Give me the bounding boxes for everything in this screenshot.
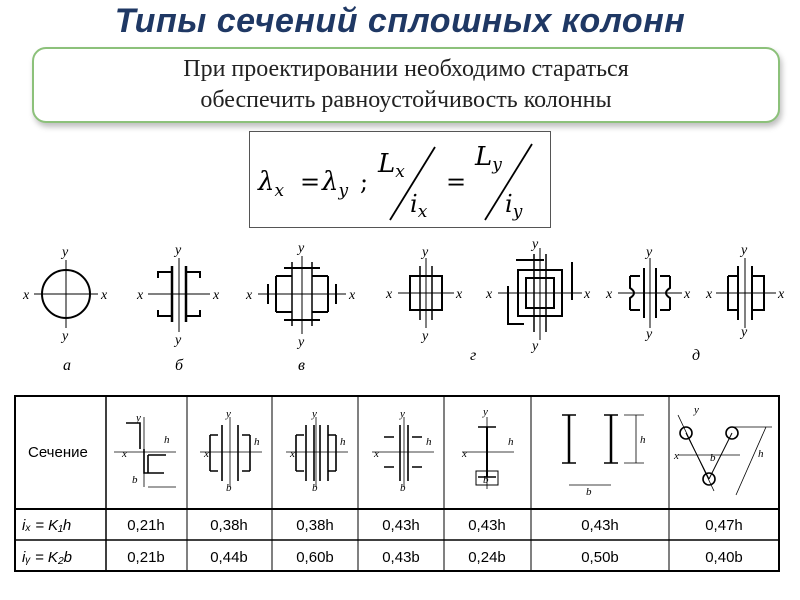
table-section-two-channels [200, 417, 262, 487]
section-g-box-large [498, 248, 582, 340]
svg-text:h: h [640, 434, 646, 446]
caption-b: б [175, 357, 184, 374]
svg-text:x: x [778, 287, 785, 302]
semicolon: ; [360, 168, 369, 196]
svg-text:x: x [290, 448, 295, 460]
iy-value-3: 0,60b [296, 549, 334, 566]
svg-text:x: x [137, 288, 144, 303]
svg-text:h: h [340, 436, 346, 448]
slenderness-formula [249, 131, 551, 228]
iy-value-5: 0,24b [468, 549, 506, 566]
table-section-cross [372, 417, 434, 487]
svg-text:y: y [136, 412, 141, 424]
i-y: $i_y$ [505, 190, 523, 222]
ix-value-7: 0,47h [705, 517, 743, 534]
svg-text:y: y [422, 329, 429, 344]
design-note-box [32, 47, 780, 123]
svg-text:x: x [101, 288, 108, 303]
svg-text:b: b [586, 486, 592, 498]
svg-text:y: y [532, 339, 539, 354]
table-section-channels-plates [286, 417, 348, 487]
svg-text:x: x [122, 448, 127, 460]
caption-d: д [692, 347, 701, 364]
section-d-box [716, 258, 776, 328]
svg-text:y: y [694, 404, 699, 416]
caption-g: г [470, 347, 477, 364]
radius-of-gyration-table [14, 395, 780, 572]
svg-text:y: y [741, 325, 748, 340]
ix-value-1: 0,21h [127, 517, 165, 534]
svg-text:x: x [213, 288, 220, 303]
svg-text:y: y [422, 245, 429, 260]
svg-text:x: x [23, 288, 30, 303]
svg-text:x: x [706, 287, 713, 302]
ix-value-5: 0,43h [468, 517, 506, 534]
equals-sign-2: = [446, 168, 467, 196]
iy-value-4: 0,43b [382, 549, 420, 566]
L-x: Lx [378, 149, 405, 182]
svg-text:x: x [349, 288, 356, 303]
svg-text:x: x [456, 287, 463, 302]
svg-text:h: h [254, 436, 260, 448]
caption-a: а [63, 357, 71, 374]
svg-text:y: y [483, 406, 488, 418]
formula-row-ix-label: iₓ = K₁h [22, 517, 72, 534]
svg-text:x: x [606, 287, 613, 302]
svg-text:y: y [62, 329, 69, 344]
equals-sign-1: = [300, 168, 321, 196]
svg-text:x: x [684, 287, 691, 302]
svg-text:x: x [462, 448, 467, 460]
svg-text:h: h [164, 434, 170, 446]
svg-text:h: h [426, 436, 432, 448]
lambda-x: $\lambda_x$ [258, 167, 285, 201]
caption-v: в [298, 357, 305, 374]
iy-value-7: 0,40b [705, 549, 743, 566]
section-g-box-small [398, 258, 454, 328]
svg-text:x: x [386, 287, 393, 302]
svg-text:b: b [226, 482, 232, 494]
svg-text:b: b [132, 474, 138, 486]
design-note-text: При проектировании необходимо стараться обеспечить равноустойчивость колонны [183, 56, 629, 113]
page-title: Типы сечений сплошных колонн [114, 2, 686, 40]
svg-text:b: b [710, 452, 716, 464]
svg-text:x: x [374, 448, 379, 460]
ix-value-4: 0,43h [382, 517, 420, 534]
svg-text:y: y [532, 237, 539, 252]
svg-text:x: x [246, 288, 253, 303]
table-section-two-i-beams [562, 415, 644, 485]
svg-text:b: b [312, 482, 318, 494]
svg-text:y: y [175, 333, 182, 348]
ix-value-3: 0,38h [296, 517, 334, 534]
svg-text:y: y [741, 243, 748, 258]
iy-value-1: 0,21b [127, 549, 165, 566]
formula-row-iy-label: iᵧ = K₂b [22, 549, 73, 566]
ix-value-6: 0,43h [581, 517, 619, 534]
svg-text:b: b [400, 482, 406, 494]
svg-text:y: y [400, 408, 405, 420]
lambda-y: $\lambda_y$ [322, 167, 349, 201]
svg-text:x: x [486, 287, 493, 302]
table-header-section: Сечение [28, 444, 88, 461]
svg-text:h: h [758, 448, 764, 460]
svg-text:y: y [312, 408, 317, 420]
section-d-channels [618, 258, 682, 328]
svg-text:y: y [298, 241, 305, 256]
svg-text:h: h [508, 436, 514, 448]
iy-value-2: 0,44b [210, 549, 248, 566]
section-a-circular [34, 260, 98, 328]
iy-value-6: 0,50b [581, 549, 619, 566]
section-types-diagram [0, 236, 800, 376]
L-y: Ly [475, 142, 502, 175]
section-b-open [148, 258, 210, 332]
svg-text:y: y [298, 335, 305, 350]
i-x: $i_x$ [410, 190, 428, 222]
section-v-welded [258, 256, 346, 334]
svg-text:y: y [175, 243, 182, 258]
svg-text:y: y [62, 245, 69, 260]
svg-text:b: b [483, 474, 489, 486]
svg-text:y: y [226, 408, 231, 420]
svg-text:x: x [674, 450, 679, 462]
svg-text:x: x [584, 287, 591, 302]
svg-text:x: x [204, 448, 209, 460]
svg-text:y: y [646, 327, 653, 342]
ix-value-2: 0,38h [210, 517, 248, 534]
svg-text:y: y [646, 245, 653, 260]
